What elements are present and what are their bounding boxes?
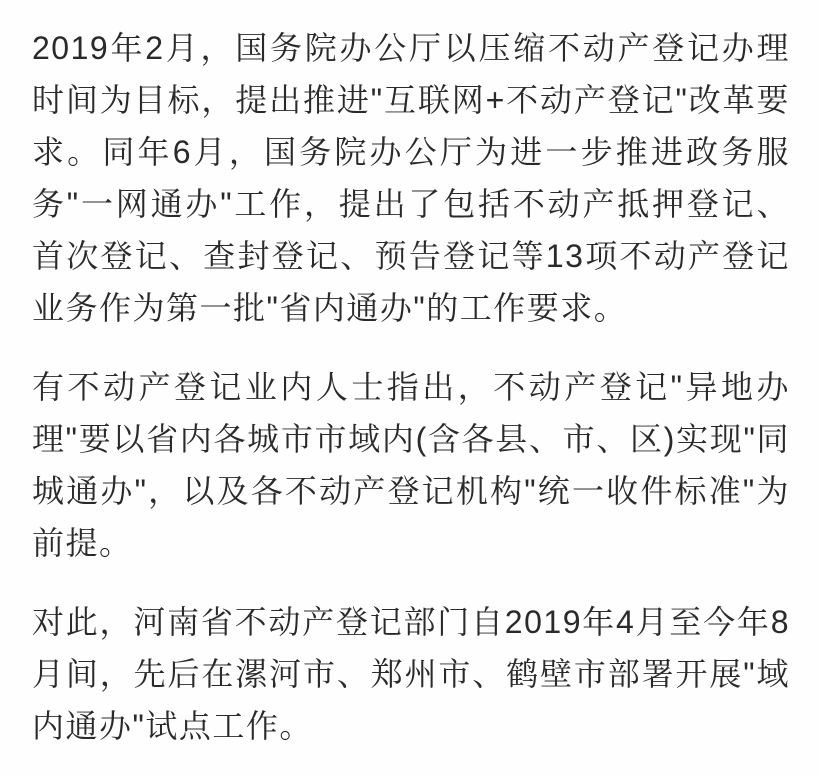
paragraph-policy-background: 2019年2月，国务院办公厅以压缩不动产登记办理时间为目标，提出推进"互联网+不动产登记"改革要求。同年6月，国务院办公厅为进一步推进政务服务"一网通办"工作，提出了包括不动产抵押登记、首次登记、查封登记、预告登记等13项不动产登记业务作为第一批"省内通办"的工作要求。 xyxy=(32,30,790,326)
paragraph-henan-pilot: 对此，河南省不动产登记部门自2019年4月至今年8月间，先后在漯河市、郑州市、鹤壁市部署开展"域内通办"试点工作。 xyxy=(32,604,790,744)
paragraph-industry-insider-view: 有不动产登记业内人士指出，不动产登记"异地办理"要以省内各城市市域内(含各县、市、区)实现"同城通办"，以及各不动产登记机构"统一收件标准"为前提。 xyxy=(32,369,790,561)
